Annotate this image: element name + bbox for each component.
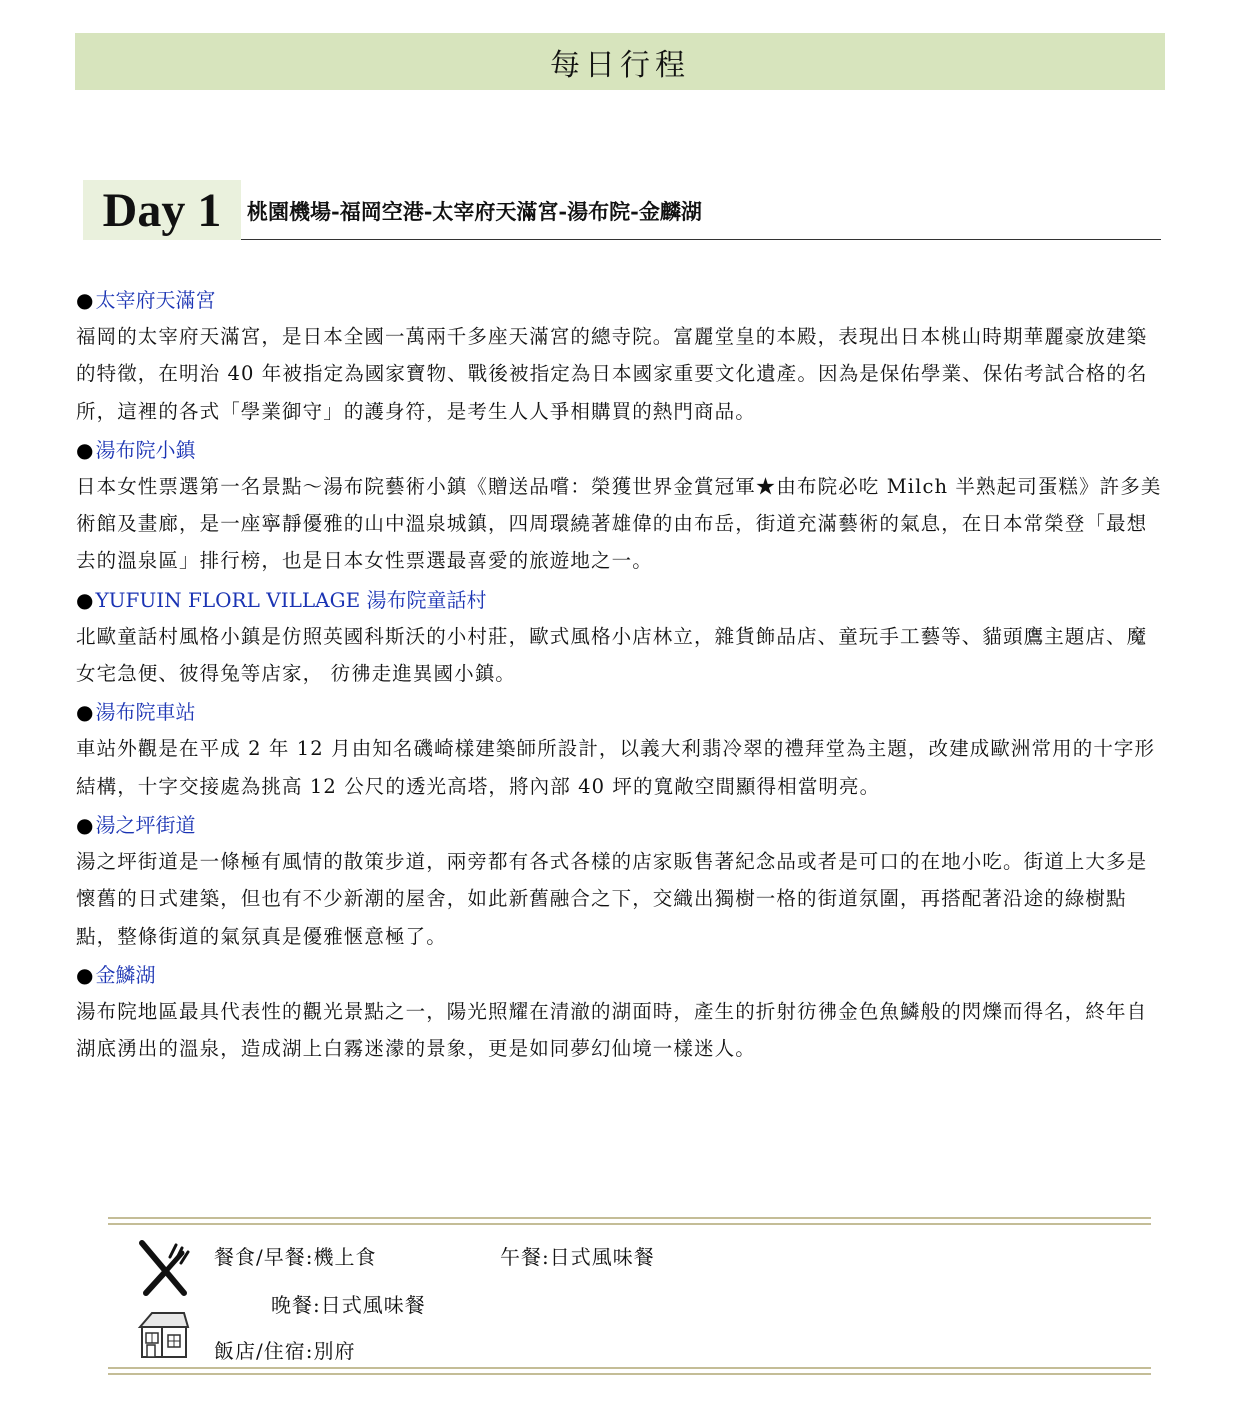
section-title-text: 湯布院車站 (95, 700, 196, 725)
section-yufuin-town (76, 434, 1166, 580)
bullet-icon: ● (76, 288, 94, 312)
section-dazaifu (76, 284, 1166, 430)
section-title (76, 434, 1166, 466)
section-body: 福岡的太宰府天滿宮，是日本全國一萬兩千多座天滿宮的總寺院。富麗堂皇的本殿，表現出日本桃山時期華麗豪放建築的特徵，在明治 40 年被指定為國家寶物、戰後被指定為日本國家重要文化遺產。因為是保佑學業、保佑考試合格的名所，這裡的各式「學業御守」的護身符，是考生人人爭相購買的熱門商品。 (76, 325, 1148, 423)
lunch-info: 午餐:日式風味餐 (500, 1245, 655, 1269)
section-floral-village (76, 584, 1166, 693)
fork-knife-icon (136, 1239, 192, 1297)
section-body: 日本女性票選第一名景點～湯布院藝術小鎮《贈送品嚐：榮獲世界金賞冠軍★由布院必吃 Milch 半熟起司蛋糕》許多美術館及畫廊，是一座寧靜優雅的山中溫泉城鎮，四周環繞著雄偉的由布岳，街道充滿藝術的氣息，在日本常榮登「最想去的溫泉區」排行榜，也是日本女性票選最喜愛的旅遊地之一。 (76, 474, 1162, 573)
house-icon (136, 1309, 190, 1359)
section-title (76, 284, 1166, 316)
section-title-text: 湯之坪街道 (95, 812, 196, 837)
day-badge: Day 1 (83, 180, 241, 240)
hotel-info: 飯店/住宿:別府 (214, 1339, 356, 1363)
section-body: 車站外觀是在平成 2 年 12 月由知名磯崎樣建築師所設計，以義大利翡冷翠的禮拜堂為主題，改建成歐洲常用的十字形結構，十字交接處為挑高 12 公尺的透光高塔，將內部 40 坪的寬敞空間顯得相當明亮。 (76, 737, 1156, 798)
section-title-text: 太宰府天滿宮 (95, 288, 216, 312)
section-title (76, 584, 1166, 616)
section-title-text: 湯布院小鎮 (95, 437, 196, 462)
section-title (76, 809, 1166, 841)
footer-bottom-rule (108, 1367, 1151, 1375)
route-underline (241, 239, 1161, 240)
itinerary-content (76, 284, 1166, 1071)
day-route: 桃園機場-福岡空港-太宰府天滿宮-湯布院-金麟湖 (247, 199, 702, 224)
footer-top-rule (108, 1217, 1151, 1225)
section-title-text: 金鱗湖 (95, 962, 156, 987)
page-title: 每日行程 (550, 47, 690, 83)
meals-lodging-box (108, 1217, 1151, 1375)
section-body: 北歐童話村風格小鎮是仿照英國科斯沃的小村莊，歐式風格小店林立，雜貨飾品店、童玩手工藝等、貓頭鷹主題店、魔女宅急便、彼得兔等店家， 彷彿走進異國小鎮。 (76, 624, 1148, 686)
section-title (76, 959, 1166, 991)
breakfast-info: 餐食/早餐:機上食 (214, 1245, 377, 1269)
bullet-icon: ● (76, 962, 94, 987)
section-body: 湯布院地區最具代表性的觀光景點之一，陽光照耀在清澈的湖面時，產生的折射彷彿金色魚鱗般的閃爍而得名，終年自湖底湧出的溫泉，造成湖上白霧迷濛的景象，更是如同夢幻仙境一樣迷人。 (76, 999, 1148, 1061)
page-header (75, 33, 1165, 90)
bullet-icon: ● (76, 812, 94, 837)
section-yunotsubo-street (76, 809, 1166, 955)
bullet-icon: ● (76, 700, 94, 725)
section-yufuin-station (76, 696, 1166, 805)
bullet-icon: ● (76, 437, 94, 462)
section-title-text: YUFUIN FLORL VILLAGE 湯布院童話村 (95, 587, 487, 612)
section-kinrin-lake (76, 959, 1166, 1068)
section-body: 湯之坪街道是一條極有風情的散策步道，兩旁都有各式各樣的店家販售著紀念品或者是可口的在地小吃。街道上大多是懷舊的日式建築，但也有不少新潮的屋舍，如此新舊融合之下，交織出獨樹一格的街道氛圍，再搭配著沿途的綠樹點點，整條街道的氣氛真是優雅愜意極了。 (76, 849, 1148, 948)
bullet-icon: ● (76, 587, 94, 612)
section-title (76, 696, 1166, 728)
dinner-info: 晚餐:日式風味餐 (271, 1293, 426, 1317)
day-heading (83, 180, 1161, 240)
